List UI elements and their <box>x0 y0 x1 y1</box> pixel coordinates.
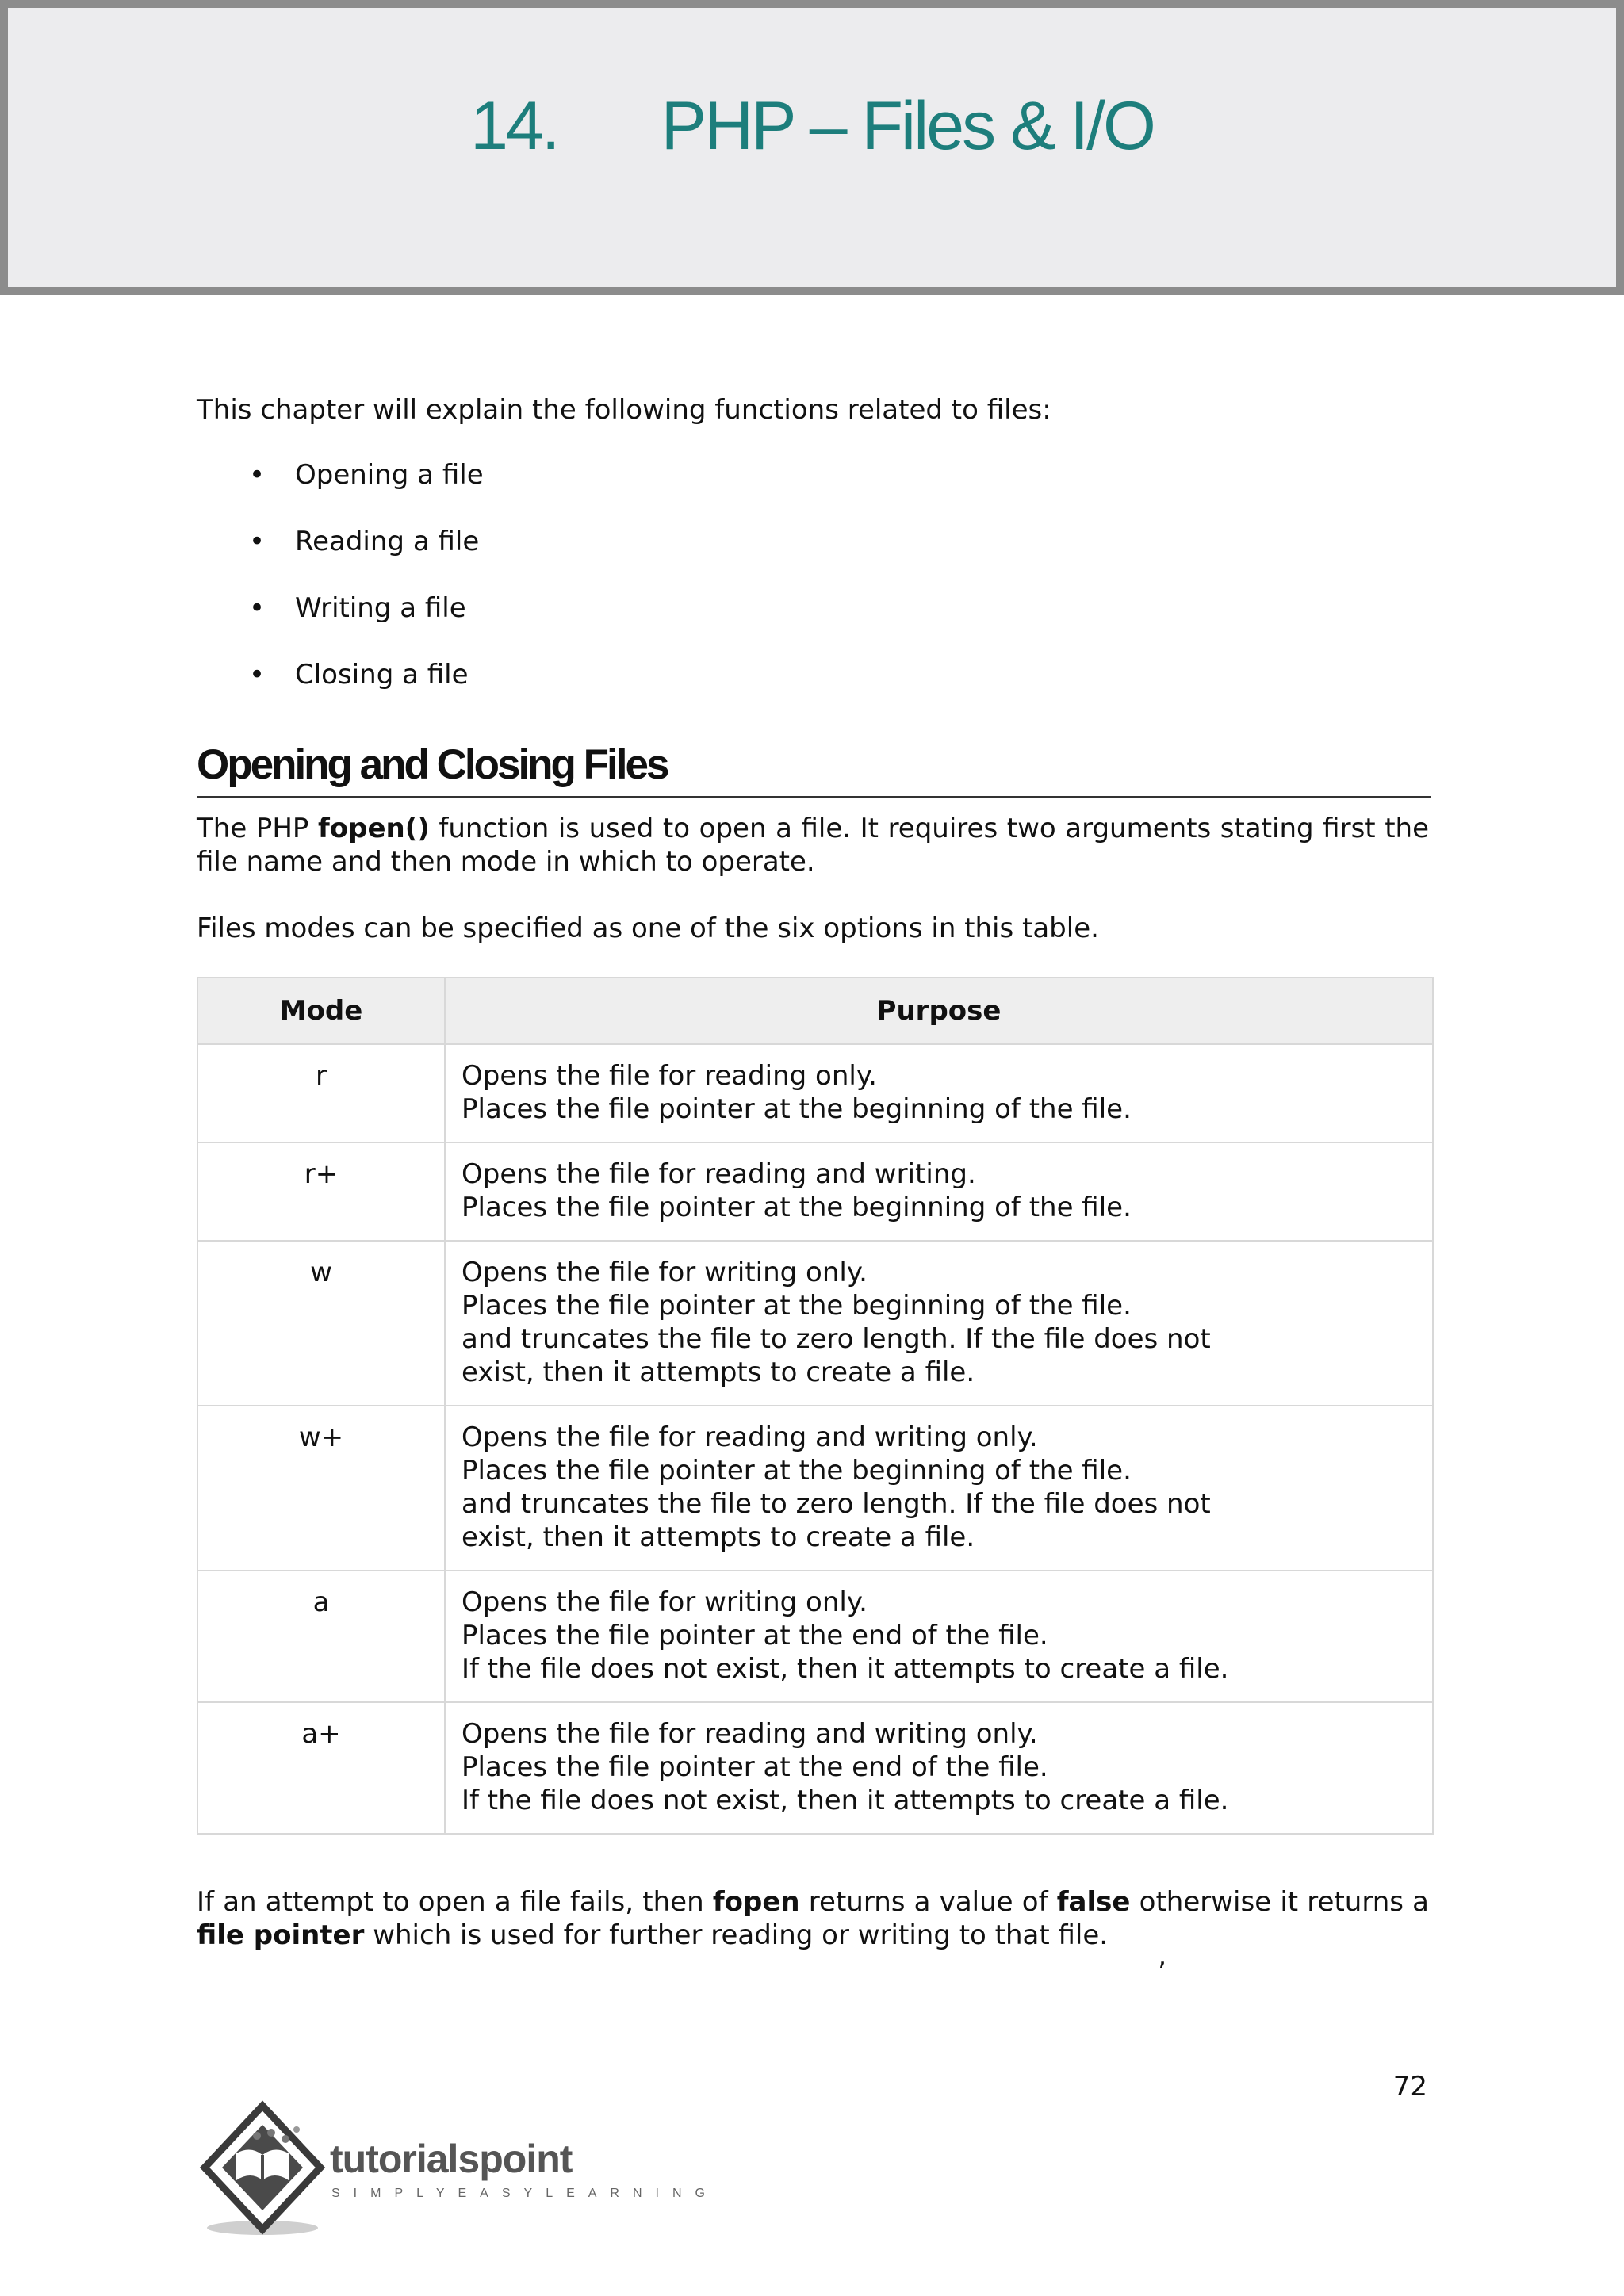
tutorialspoint-logo <box>195 2098 718 2241</box>
purpose-cell: Opens the file for reading and writing only. Places the file pointer at the beginning of the file. and truncates the file to zero length. If the file does not exist, then it attempts to create a file. <box>445 1406 1433 1571</box>
purpose-cell: Opens the file for reading only. Places the file pointer at the beginning of the file. <box>445 1044 1433 1142</box>
mode-cell: a+ <box>197 1702 445 1834</box>
file-modes-table <box>197 977 1434 1835</box>
logo-icon <box>195 2098 330 2241</box>
mode-column-header: Mode <box>197 978 445 1044</box>
purpose-cell: Opens the file for writing only. Places the file pointer at the beginning of the file. and truncates the file to zero length. If the file does not exist, then it attempts to create a file. <box>445 1241 1433 1406</box>
chapter-number: 14. <box>470 88 558 164</box>
table-row <box>197 1044 1433 1142</box>
fopen-paragraph: The PHP fopen() function is used to open a file. It requires two arguments stating first the file name and then mode in which to operate. <box>197 813 1429 878</box>
table-row <box>197 1406 1433 1571</box>
bullet-icon: • <box>249 526 266 557</box>
mode-cell: r <box>197 1044 445 1142</box>
table-row <box>197 1241 1433 1406</box>
list-item: • Opening a file <box>249 459 484 491</box>
purpose-cell: Opens the file for writing only. Places the file pointer at the end of the file. If the file does not exist, then it attempts to create a file. <box>445 1571 1433 1702</box>
list-item: • Writing a file <box>249 592 466 624</box>
section-title: Opening and Closing Files <box>197 739 1431 798</box>
chapter-title <box>8 87 1616 166</box>
logo-tagline: SIMPLYEASYLEARNING <box>331 2187 718 2200</box>
mode-cell: r+ <box>197 1142 445 1241</box>
bullet-icon: • <box>249 592 266 624</box>
logo-wordmark: tutorialspoint <box>330 2137 573 2181</box>
chapter-name: PHP – Files & I/O <box>661 88 1154 164</box>
stray-mark: ’ <box>1158 1957 1166 1988</box>
intro-text: This chapter will explain the following functions related to files: <box>197 394 1051 426</box>
table-header-row <box>197 978 1433 1044</box>
purpose-cell: Opens the file for reading and writing. Places the file pointer at the beginning of the file. <box>445 1142 1433 1241</box>
list-item: • Closing a file <box>249 659 469 691</box>
mode-cell: w+ <box>197 1406 445 1571</box>
bullet-icon: • <box>249 459 266 491</box>
table-row <box>197 1571 1433 1702</box>
chapter-header <box>0 0 1624 295</box>
page-number: 72 <box>1392 2071 1427 2103</box>
mode-cell: a <box>197 1571 445 1702</box>
fopen-keyword: fopen() <box>317 813 430 844</box>
mode-cell: w <box>197 1241 445 1406</box>
table-row <box>197 1142 1433 1241</box>
list-item: • Reading a file <box>249 526 480 557</box>
bullet-icon: • <box>249 659 266 691</box>
table-row <box>197 1702 1433 1834</box>
bullet-list <box>197 458 484 725</box>
fopen-return-paragraph: If an attempt to open a file fails, then fopen returns a value of false otherwise it returns a file pointer which is used for further reading or writing to that file. <box>197 1886 1430 1951</box>
purpose-cell: Opens the file for reading and writing only. Places the file pointer at the end of the file. If the file does not exist, then it attempts to create a file. <box>445 1702 1433 1834</box>
modes-paragraph: Files modes can be specified as one of the six options in this table. <box>197 913 1099 944</box>
purpose-column-header: Purpose <box>445 978 1433 1044</box>
